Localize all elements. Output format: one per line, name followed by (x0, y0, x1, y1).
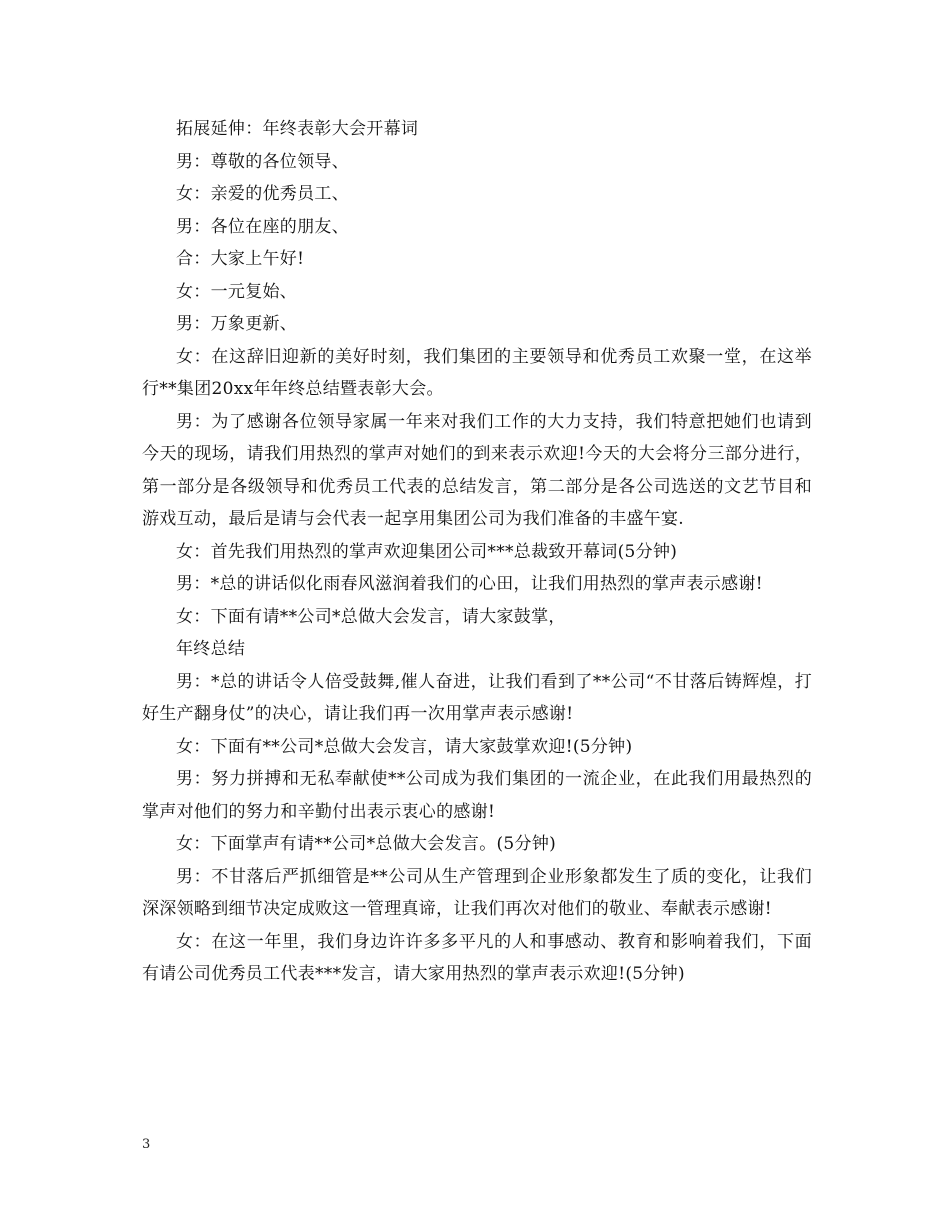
paragraph: 男：万象更新、 (176, 314, 298, 334)
paragraph: 年终总结 (176, 639, 246, 659)
paragraph: 女：在这一年里，我们身边许许多多平凡的人和事感动、教育和影响着我们，下面有请公司优秀员工代表***发言，请大家用热烈的掌声表示欢迎!(5分钟) (142, 931, 812, 984)
paragraph: 男：*总的讲话似化雨春风滋润着我们的心田，让我们用热烈的掌声表示感谢! (176, 574, 763, 594)
paragraph: 男：尊敬的各位领导、 (176, 151, 349, 172)
paragraph: 女：一元复始、 (176, 281, 298, 302)
paragraph: 男：不甘落后严抓细管是**公司从生产管理到企业形象都发生了质的变化，让我们深深领略到细节决定成败这一管理真谛，让我们再次对他们的敬业、奉献表示感谢! (142, 866, 812, 919)
paragraph: 女：下面有请**公司*总做大会发言，请大家鼓掌， (176, 606, 566, 627)
paragraph: 女：在这辞旧迎新的美好时刻，我们集团的主要领导和优秀员工欢聚一堂，在这举行**集团20xx年年终总结暨表彰大会。 (142, 346, 812, 399)
paragraph: 男：各位在座的朋友、 (176, 216, 349, 237)
paragraph: 男：*总的讲话令人倍受鼓舞,催人奋进，让我们看到了**公司“不甘落后铸辉煌，打好生产翻身仗”的决心，请让我们再一次用掌声表示感谢! (142, 671, 812, 724)
paragraph: 女：首先我们用热烈的掌声欢迎集团公司***总裁致开幕词(5分钟) (176, 541, 678, 562)
paragraph: 女：亲爱的优秀员工、 (176, 184, 349, 204)
paragraph: 男：为了感谢各位领导家属一年来对我们工作的大力支持，我们特意把她们也请到今天的现场，请我们用热烈的掌声对她们的到来表示欢迎!今天的大会将分三部分进行，第一部分是各级领导和优秀员工代表的总结发言，第二部分是各公司选送的文艺节目和游戏互动，最后是请与会代表一起享用集团公司为我们准备的丰盛午宴. (142, 411, 812, 529)
paragraph: 女：下面掌声有请**公司*总做大会发言。(5分钟) (176, 834, 557, 854)
paragraph-title: 拓展延伸：年终表彰大会开幕词 (176, 119, 419, 139)
paragraph: 女：下面有**公司*总做大会发言，请大家鼓掌欢迎!(5分钟) (176, 736, 633, 757)
page-number: 3 (142, 1137, 151, 1152)
paragraph: 合：大家上午好! (176, 249, 305, 269)
paragraph: 男：努力拼搏和无私奉献使**公司成为我们集团的一流企业，在此我们用最热烈的掌声对他们的努力和辛勤付出表示衷心的感谢! (142, 769, 812, 822)
document-body (142, 113, 812, 991)
